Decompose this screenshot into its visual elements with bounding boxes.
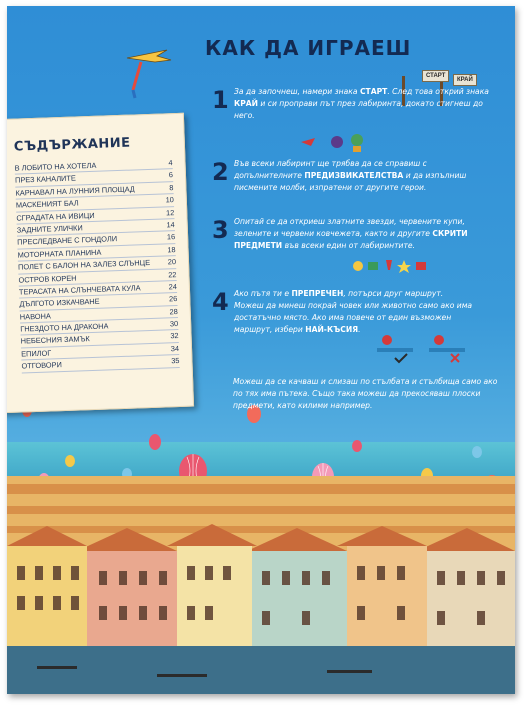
contents-list <box>14 157 179 373</box>
contents-item-label: ДЪЛГОТО ИЗКАЧВАНЕ <box>19 297 100 309</box>
contents-item-label: НЕБЕСНИЯ ЗАМЪК <box>20 334 90 347</box>
contents-item-label: ЗАДНИТЕ УЛИЧКИ <box>16 223 83 235</box>
contents-item-label: НАВОНА <box>19 311 51 322</box>
book-page <box>7 6 515 694</box>
contents-item-page: 28 <box>169 306 178 317</box>
step-text: Във всеки лабиринт ще трябва да се справиш с допълнителните ПРЕДИЗВИКАТЕЛСТВА и да изпълниш писмените молби, изпратени от другите герои. <box>234 159 467 192</box>
contents-item-page: 34 <box>170 343 180 354</box>
challenge-characters-icon <box>301 134 363 152</box>
flying-dragon <box>127 50 171 98</box>
contents-item-label: ПРЕСЛЕДВАНЕ С ГОНДОЛИ <box>17 234 118 247</box>
step-number: 1 <box>212 86 229 114</box>
step-text: Ако пътя ти е ПРЕПРЕЧЕН, потърси друг маршрут. Можеш да минеш покрай човек или животно само ако има достатъчно място. Ако има повече от един възможен маршрут, избери НАЙ-КЪСИЯ. <box>234 289 473 334</box>
contents-item-page: 22 <box>168 269 177 279</box>
hidden-items-icon <box>353 260 426 273</box>
contents-item-page: 6 <box>168 170 174 180</box>
contents-item-page: 10 <box>165 195 175 205</box>
contents-item-page: 4 <box>168 158 173 168</box>
contents-item-label: МОТОРНАТА ПЛАНИНА <box>17 247 102 260</box>
contents-item-label: ОСТРОВ КОРЕН <box>18 273 77 285</box>
contents-item-label: ПОЛЕТ С БАЛОН НА ЗАЛЕЗ СЛЪНЦЕ <box>17 258 151 272</box>
end-sign: КРАЙ <box>453 74 477 86</box>
table-of-contents <box>7 113 194 414</box>
step-number: 2 <box>212 158 229 186</box>
route-examples-icon <box>377 335 465 362</box>
contents-item-page: 24 <box>168 281 178 292</box>
contents-item-page: 35 <box>171 356 180 366</box>
contents-item-page: 12 <box>165 207 175 217</box>
step-number: 3 <box>212 216 229 244</box>
contents-item-label: ОТГОВОРИ <box>21 360 62 371</box>
contents-item-page: 32 <box>170 331 179 341</box>
contents-item-page: 30 <box>169 319 179 329</box>
contents-title: СЪДЪРЖАНИЕ <box>13 135 131 155</box>
contents-item-label: КАРНАВАЛ НА ЛУННИЯ ПЛОЩАД <box>15 184 135 198</box>
contents-item-label: В ЛОБИТО НА ХОТЕЛА <box>14 160 97 173</box>
contents-item-page: 18 <box>167 244 176 255</box>
extra-rules-text: Можеш да се качваш и слизаш по стълбата и стълбища само ако по тях има пътека. Също така можеш да прекосяваш плоски предмети, като килими например. <box>233 377 498 410</box>
step-text: За да започнеш, намери знака СТАРТ. След това открий знака КРАЙ и си проправи път през лабиринта, докато стигнеш до него. <box>234 87 489 120</box>
start-sign: СТАРТ <box>422 70 449 82</box>
contents-item-label: ПРЕЗ КАНАЛИТЕ <box>14 173 76 186</box>
step-number: 4 <box>212 288 229 316</box>
contents-item-label: МАСКЕНИЯТ БАЛ <box>15 198 79 210</box>
contents-item-page: 14 <box>166 220 175 230</box>
contents-item-label: ГНЕЗДОТО НА ДРАКОНА <box>20 321 109 334</box>
page-title: КАК ДА ИГРАЕШ <box>205 36 412 60</box>
contents-item-label: ЕПИЛОГ <box>20 348 52 359</box>
contents-item-label: ТЕРАСАТА НА СЛЪНЧЕВАТА КУЛА <box>18 283 141 297</box>
contents-item-page: 16 <box>166 232 176 242</box>
contents-item-page: 26 <box>168 294 178 304</box>
contents-item-label: СГРАДАТА НА ИВИЦИ <box>16 210 95 223</box>
contents-item-page: 20 <box>167 257 177 267</box>
step-text: Опитай се да откриеш златните звезди, червените купи, зелените и червени ковчежета, както и другите СКРИТИ ПРЕДМЕТИ във всеки един от лабиринтите. <box>234 217 468 250</box>
contents-item-page: 8 <box>169 182 174 193</box>
